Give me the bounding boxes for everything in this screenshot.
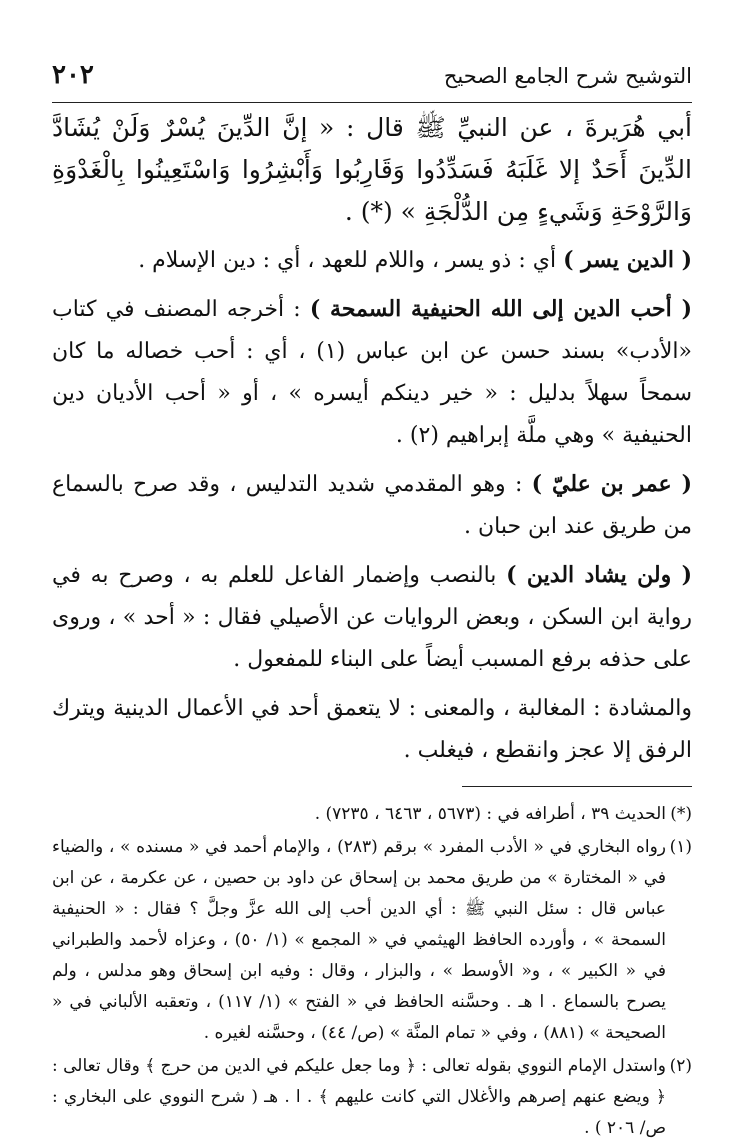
page-header [52, 60, 692, 103]
footnote [52, 799, 692, 830]
footnote-label: (١) [669, 837, 692, 857]
commentary-paragraph [52, 239, 692, 282]
commentary-paragraph [52, 288, 692, 457]
footnote-label: (*) [670, 804, 692, 824]
footnote-label: (٢) [669, 1056, 692, 1076]
commentary-term: ( الدين يسر ) [563, 247, 692, 273]
running-title: التوشيح شرح الجامع الصحيح [443, 64, 692, 88]
footnote-text: رواه البخاري في « الأدب المفرد » برقم (٢٨٣) ، والإمام أحمد في « مسنده » ، والضياء في « المختارة » من طريق محمد بن إسحاق عن داود بن حصين ، عن عكرمة ، عن ابن عباس قال : سئل النبي ﷺ : أي الدين أحب إلى الله عزَّ وجلَّ ؟ فقال : « الحنيفية السمحة » ، وأورده الحافظ الهيثمي في « المجمع » (١/ ٥٠) ، وعزاه لأحمد والطبراني في « الكبير » ، و« الأوسط » ، والبزار ، وقال : وفيه ابن إسحاق وهو مدلس ، ولم يصرح بالسماع . ا هـ . وحسَّنه الحافظ في « الفتح » (١/ ١١٧) ، وتعقبه الألباني في « الصحيحة » (٨٨١) ، وفي « تمام المنَّة » (ص/ ٤٤) ، وحسَّنه لغيره . [52, 837, 666, 1043]
commentary-paragraph [52, 463, 692, 548]
footnote [52, 832, 692, 1049]
page-number: ٢٠٢ [52, 60, 94, 90]
footnote [52, 1051, 692, 1144]
commentary-text: : وهو المقدمي شديد التدليس ، وقد صرح بالسماع من طريق عند ابن حبان . [52, 472, 692, 539]
commentary-text: أي : ذو يسر ، واللام للعهد ، أي : دين الإسلام . [138, 248, 564, 273]
commentary-text: والمشادة : المغالبة ، والمعنى : لا يتعمق أحد في الأعمال الدينية ويترك الرفق إلا عجز وانقطع ، فيغلب . [52, 696, 692, 763]
commentary-text: بالنصب وإضمار الفاعل للعلم به ، وصرح به في رواية ابن السكن ، وبعض الروايات عن الأصيلي فقال : « أحد » ، وروى على حذفه برفع المسبب أيضاً على البناء للمفعول . [52, 563, 692, 672]
hadith-text: أبي هُرَيرةَ ، عن النبيِّ ﷺ قال : « إنَّ الدِّينَ يُسْرٌ وَلَنْ يُشَادَّ الدِّينَ أَحَدٌ إلا غَلَبَهُ فَسَدِّدُوا وَقَارِبُوا وَأَبْشِرُوا وَاسْتَعِينُوا بِالْغَدْوَةِ وَالرَّوْحَةِ وَشَيءٍ مِن الدُّلْجَةِ » (*) . [52, 113, 693, 226]
footnotes [52, 799, 692, 1144]
page [52, 60, 692, 1144]
commentary-term: ( عمر بن عليّ ) [531, 471, 692, 497]
commentary-term: ( أحب الدين إلى الله الحنيفية السمحة ) [309, 296, 692, 322]
commentary-text: : أخرجه المصنف في كتاب «الأدب» بسند حسن عن ابن عباس (١) ، أي : أحب خصاله ما كان سمحاً سهلاً بدليل : « خير دينكم أيسره » ، أو « أحب الأديان دين الحنيفية » وهي ملَّة إبراهيم (٢) . [52, 297, 692, 448]
commentary-paragraph [52, 687, 692, 772]
footnote-text: الحديث ٣٩ ، أطرافه في : (٥٦٧٣ ، ٦٤٦٣ ، ٧٢٣٥) . [314, 804, 666, 824]
commentary-paragraph [52, 554, 692, 681]
footnote-text: واستدل الإمام النووي بقوله تعالى : ﴿ وما جعل عليكم في الدين من حرج ﴾ وقال تعالى : ﴿ ويضع عنهم إصرهم والأغلال التي كانت عليهم ﴾ . ا . هـ ( شرح النووي على البخاري : ص/ ٢٠٦ ) . [52, 1056, 666, 1138]
footnote-divider [462, 786, 692, 787]
commentary-term: ( ولن يشاد الدين ) [506, 562, 692, 588]
